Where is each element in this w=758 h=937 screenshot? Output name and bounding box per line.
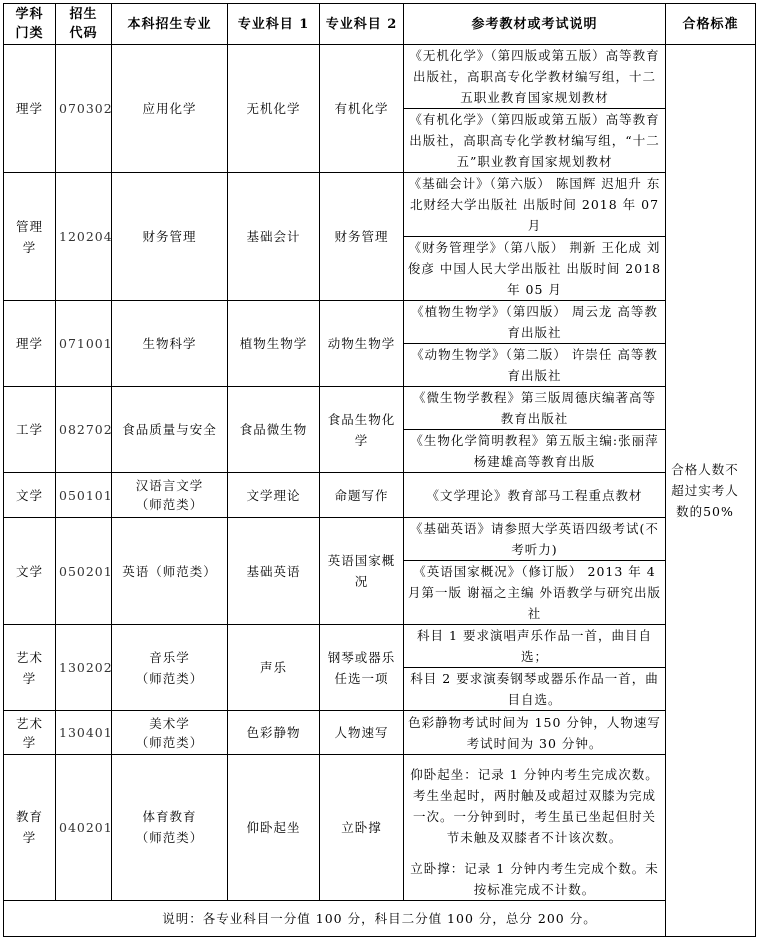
code-cell: 070302 [56, 45, 112, 173]
table-header-row [4, 4, 756, 45]
category-cell: 艺术学 [4, 711, 56, 755]
header-subject2: 专业科目 2 [320, 4, 404, 45]
subject2-cell: 钢琴或器乐任选一项 [320, 625, 404, 711]
subject1-cell: 色彩静物 [228, 711, 320, 755]
reference-cell: 《基础会计》（第六版） 陈国辉 迟旭升 东北财经大学出版社 出版时间 2018 年 07 月 [404, 173, 666, 237]
reference-cell: 《基础英语》请参照大学英语四级考试(不考听力) [404, 518, 666, 561]
pass-standard-cell [666, 45, 756, 937]
category-cell: 文学 [4, 518, 56, 625]
admission-subjects-table [3, 3, 756, 937]
table-row [4, 518, 756, 561]
header-subject1: 专业科目 1 [228, 4, 320, 45]
major-cell: 英语（师范类） [112, 518, 228, 625]
category-cell: 工学 [4, 387, 56, 473]
category-cell: 理学 [4, 301, 56, 387]
reference-cell: 《英语国家概况》（修订版） 2013 年 4 月第一版 谢福之主编 外语教学与研究出版社 [404, 561, 666, 625]
subject2-cell: 命题写作 [320, 473, 404, 518]
reference-cell: 《有机化学》（第四版或第五版）高等教育出版社，高职高专化学教材编写组，“十二五”职业教育国家规划教材 [404, 109, 666, 173]
reference-cell: 科目 1 要求演唱声乐作品一首，曲目自选； [404, 625, 666, 668]
major-cell: 音乐学 （师范类） [112, 625, 228, 711]
code-cell: 082702 [56, 387, 112, 473]
major-cell: 应用化学 [112, 45, 228, 173]
table-row [4, 473, 756, 518]
major-cell: 财务管理 [112, 173, 228, 301]
major-cell: 生物科学 [112, 301, 228, 387]
reference-cell: 《无机化学》（第四版或第五版）高等教育出版社，高职高专化学教材编写组，十二五职业教育国家规划教材 [404, 45, 666, 109]
subject1-cell: 无机化学 [228, 45, 320, 173]
code-cell: 050201 [56, 518, 112, 625]
subject1-cell: 食品微生物 [228, 387, 320, 473]
subject1-cell: 基础会计 [228, 173, 320, 301]
table-row [4, 45, 756, 109]
subject1-cell: 植物生物学 [228, 301, 320, 387]
subject2-cell: 人物速写 [320, 711, 404, 755]
reference-cell: 《微生物学教程》第三版周德庆编著高等教育出版社 [404, 387, 666, 430]
category-cell: 艺术学 [4, 625, 56, 711]
reference-cell: 《动物生物学》（第二版） 许崇任 高等教育出版社 [404, 344, 666, 387]
subject2-cell: 动物生物学 [320, 301, 404, 387]
subject1-cell: 声乐 [228, 625, 320, 711]
reference-cell: 《文学理论》教育部马工程重点教材 [404, 473, 666, 518]
footnote: 说明：各专业科目一分值 100 分，科目二分值 100 分，总分 200 分。 [4, 900, 756, 936]
header-code: 招生 代码 [56, 4, 112, 45]
category-cell: 理学 [4, 45, 56, 173]
table-row [4, 387, 756, 430]
note-row [4, 900, 756, 936]
subject1-cell: 基础英语 [228, 518, 320, 625]
reference-cell: 《生物化学简明教程》第五版主编:张丽萍杨建雄高等教育出版 [404, 430, 666, 473]
subject2-cell: 英语国家概况 [320, 518, 404, 625]
code-cell: 130401 [56, 711, 112, 755]
major-cell: 汉语言文学 （师范类） [112, 473, 228, 518]
major-cell: 体育教育 （师范类） [112, 755, 228, 901]
reference-cell: 立卧撑：记录 1 分钟内考生完成个数。未按标准完成不计数。 [404, 858, 666, 901]
code-cell: 120204 [56, 173, 112, 301]
header-standard: 合格标准 [666, 4, 756, 45]
code-cell: 130202 [56, 625, 112, 711]
category-cell: 教育学 [4, 755, 56, 901]
table-row [4, 301, 756, 344]
major-cell: 美术学 （师范类） [112, 711, 228, 755]
table-row [4, 625, 756, 668]
reference-cell: 仰卧起坐：记录 1 分钟内考生完成次数。 考生坐起时，两肘触及或超过双膝为完成一次。一分钟到时，考生虽已坐起但肘关节未触及双膝者不计该次数。 [404, 755, 666, 858]
table-row [4, 755, 756, 858]
category-cell: 管理学 [4, 173, 56, 301]
major-cell: 食品质量与安全 [112, 387, 228, 473]
reference-cell: 科目 2 要求演奏钢琴或器乐作品一首，曲目自选。 [404, 668, 666, 711]
reference-cell: 色彩静物考试时间为 150 分钟，人物速写考试时间为 30 分钟。 [404, 711, 666, 755]
category-cell: 文学 [4, 473, 56, 518]
subject2-cell: 食品生物化学 [320, 387, 404, 473]
code-cell: 071001 [56, 301, 112, 387]
subject1-cell: 文学理论 [228, 473, 320, 518]
subject2-cell: 有机化学 [320, 45, 404, 173]
reference-cell: 《植物生物学》（第四版） 周云龙 高等教育出版社 [404, 301, 666, 344]
header-category: 学科 门类 [4, 4, 56, 45]
code-cell: 050101 [56, 473, 112, 518]
pass-standard-text: 合格人数不超过实考人数的50% [671, 461, 739, 519]
subject2-cell: 财务管理 [320, 173, 404, 301]
header-reference: 参考教材或考试说明 [404, 4, 666, 45]
header-major: 本科招生专业 [112, 4, 228, 45]
reference-cell: 《财务管理学》（第八版） 荆新 王化成 刘俊彦 中国人民大学出版社 出版时间 2018 年 05 月 [404, 237, 666, 301]
table-row [4, 711, 756, 755]
table-row [4, 173, 756, 237]
subject1-cell: 仰卧起坐 [228, 755, 320, 901]
subject2-cell: 立卧撑 [320, 755, 404, 901]
code-cell: 040201 [56, 755, 112, 901]
